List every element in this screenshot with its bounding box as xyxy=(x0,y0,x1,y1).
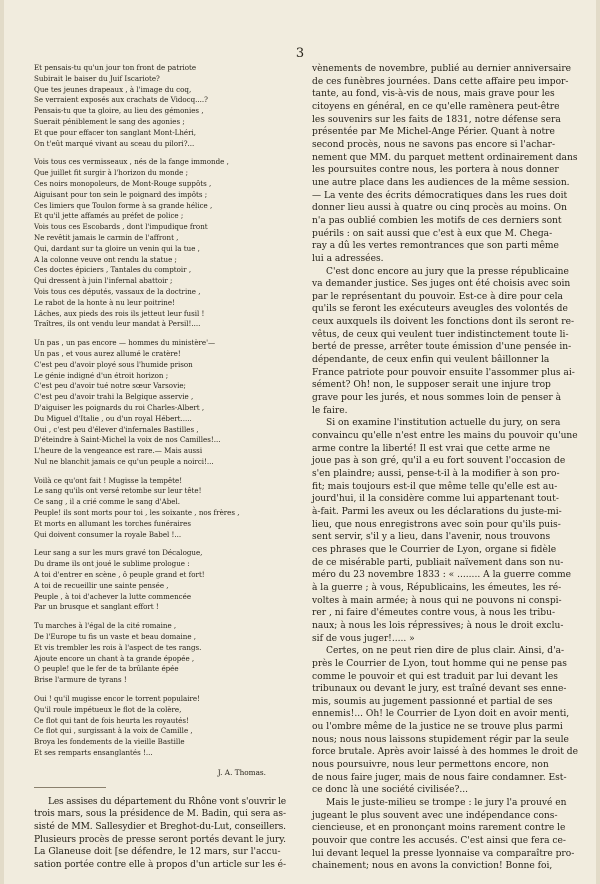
poem-stanza xyxy=(34,476,286,541)
prose-line: trois mars, sous la présidence de M. Badin, qui sera as- xyxy=(34,809,286,820)
poem-line: Voilà ce qu'ont fait ! Mugisse la tempête! xyxy=(34,475,183,485)
poem-line: Ne revêtit jamais le carmin de l'affront , xyxy=(34,232,179,242)
poem-line: Aiguisant pour ton sein le poignard des impôts ; xyxy=(34,189,208,199)
poem-line: Un pas , un pas encore — hommes du ministère'— xyxy=(34,338,216,348)
prose-line: s'en plaindre; aussi, pense-t-il à la modifier à son pro- xyxy=(312,469,560,479)
poem-line: Subirait le baiser du Juif Iscariote? xyxy=(34,73,160,83)
poem-line: Ces limiers que Toulon forme à sa grande hélice , xyxy=(34,200,213,210)
poem-line: Et pensais-tu qu'un jour ton front de patriote xyxy=(34,63,197,72)
prose-line: une autre place dans les audiences de la même session. xyxy=(312,177,570,188)
prose-line: Plusieurs procès de presse seront portés devant le jury. xyxy=(34,834,286,845)
prose-line: fit; mais toujours est-il que même telle qu'elle est au- xyxy=(312,481,558,492)
prose-line: par le représentant du pouvoir. Est-ce à dire pour cela xyxy=(312,291,563,302)
poem-line: A toi d'entrer en scène , ô peuple grand et fort! xyxy=(34,570,205,580)
poem-line: A la colonne veuve ont rendu la statue ; xyxy=(34,254,177,264)
prose-line: sisté de MM. Sallesydier et Breghot-du-Lut, conseillers. xyxy=(34,822,286,833)
poem-line: Ces doctes épiciers , Tantales du comptoir , xyxy=(34,265,192,275)
prose-line: joue pas à son gré, qu'il a eu fort souvent l'occasion de xyxy=(312,456,566,467)
poem-line: C'est peu d'avoir ployé sous l'humide prison xyxy=(34,359,193,369)
prose-line: de ces funèbres journées. Dans cette affaire peu impor- xyxy=(312,76,569,87)
poem-stanza xyxy=(34,157,286,330)
prose-line: Certes, on ne peut rien dire de plus clair. Ainsi, d'a- xyxy=(326,646,565,657)
poem-line: Vois tous ces Escobards , dont l'impudique front xyxy=(34,222,208,232)
prose-line: ceux auxquels ils doivent les fonctions dont ils seront re- xyxy=(312,317,575,328)
poem-line: D'éteindre à Saint-Michel la voix de nos Camilles!... xyxy=(34,435,221,445)
prose-line: rer , ni faire d'émeutes contre vous, à nous les tribu- xyxy=(312,608,556,619)
poem-stanza xyxy=(34,694,286,759)
poem-line: Oui ! qu'il mugisse encor le torrent populaire! xyxy=(34,694,200,704)
prose-line: va demander justice. Ses juges ont été choisis avec soin xyxy=(312,279,571,290)
poem-line: Brise l'armure de tyrans ! xyxy=(34,675,127,685)
prose-line: chainement; nous en avons la conviction! Bonne foi, xyxy=(312,861,553,872)
prose-line: présentée par Me Michel-Ange Périer. Quant à notre xyxy=(312,127,555,138)
poem-line: Qui doivent consumer la royale Babel !... xyxy=(34,529,182,539)
prose-line: berté de presse, arrêter toute émission d'une pensée in- xyxy=(312,342,572,353)
poem-line: Et morts en allumant les torches funéraires xyxy=(34,518,191,528)
prose-line: ou l'ombre même de la justice ne se trouve plus parmi xyxy=(312,722,563,733)
poem-line: Que tes jeunes drapeaux , à l'image du coq, xyxy=(34,84,192,94)
poem-line: Peuple , à toi d'achever la lutte commencée xyxy=(34,591,192,601)
prose-line: sément? Oh! non, le supposer serait une injure trop xyxy=(312,380,551,391)
prose-line: Si on examine l'institution actuelle du jury, on sera xyxy=(326,418,561,429)
page-edge-left xyxy=(0,0,4,884)
prose-line: ennemis!... Oh! le Courrier de Lyon doit en avoir menti, xyxy=(312,709,570,720)
poem-line: Du Miguel d'Italie , ou d'un royal Hébert..... xyxy=(34,413,192,423)
poem-line: D'aiguiser les poignards du roi Charles-Albert , xyxy=(34,402,205,412)
poem-line: Ces noirs monopoleurs, de Mont-Rouge suppôts , xyxy=(34,178,212,188)
prose-line: les poursuites contre nous, les portera à nous donner xyxy=(312,165,559,176)
prose-line: ray a dû les vertes remontrances que son parti même xyxy=(312,241,559,252)
prose-line: près le Courrier de Lyon, tout homme qui ne pense pas xyxy=(312,658,567,669)
prose-line: arme contre la liberté! Il est vrai que cette arme ne xyxy=(312,443,551,454)
poem-line: Par un brusque et sanglant effort ! xyxy=(34,602,159,612)
prose-line: nous; nous nous laissons stupidement régir par la seule xyxy=(312,734,569,745)
prose-line: le faire. xyxy=(312,405,348,416)
prose-line: comme le pouvoir et qui est traduit par lui devant les xyxy=(312,671,558,682)
prose-line: dépendante, de ceux enfin qui veulent bâillonner la xyxy=(312,355,550,366)
poem-line: Tu marches à l'égal de la cité romaine , xyxy=(34,621,177,631)
prose-line: ce donc là une société civilisée?... xyxy=(312,785,469,796)
poem-line: Et ses remparts ensanglantés !... xyxy=(34,748,153,758)
poem-stanza xyxy=(34,548,286,613)
prose-line: C'est donc encore au jury que la presse républicaine xyxy=(326,266,569,277)
poem-line: Se verraient exposés aux crachats de Vidocq....? xyxy=(34,95,208,105)
poem-line: Traîtres, ils ont vendu leur mandat à Persil!.... xyxy=(34,319,201,329)
prose-line: — La vente des écrits démocratiques dans les rues doit xyxy=(312,190,568,201)
poem-line: Un pas , et vous aurez allumé le cratère! xyxy=(34,348,181,358)
poem-line: Qui, dardant sur ta gloire un venin qui la tue , xyxy=(34,243,200,253)
prose-line: nement que MM. du parquet mettent ordinairement dans xyxy=(312,152,578,163)
poem-line: Et vis trembler les rois à l'aspect de tes rangs. xyxy=(34,642,202,652)
poem-line: Ce flot qui tant de fois heurta les royautés! xyxy=(34,715,189,725)
poem-line: Et qu'il jette affamés au préfet de police ; xyxy=(34,211,184,221)
poem-line: Qui dressent à juin l'infernal abattoir ; xyxy=(34,276,173,286)
left-column xyxy=(34,63,286,872)
prose-line: jugeant le plus souvent avec une indépendance cons- xyxy=(312,810,558,821)
poem-line: On t'eût marqué vivant au sceau du pilori?... xyxy=(34,138,195,148)
poem-stanza xyxy=(34,621,286,686)
poem-line: Le génie indigné d'un étroit horizon ; xyxy=(34,370,169,380)
prose-line: lui a adressées. xyxy=(312,253,384,264)
prose-line: vènements de novembre, publié au dernier anniversaire xyxy=(312,64,572,74)
poem-line: Qu'il roule impétueux le flot de la colère, xyxy=(34,704,182,714)
prose-line: ciencieuse, et en prononçant moins rarement contre le xyxy=(312,823,566,834)
prose-line: n'a pas oublié combien les motifs de ces derniers sont xyxy=(312,215,562,226)
prose-line: force brutale. Après avoir laissé à des hommes le droit de xyxy=(312,747,578,758)
prose-line: sif de vous juger!..... » xyxy=(312,633,415,644)
section-divider xyxy=(34,787,106,788)
poem-line: O peuple! que le fer de ta brûlante épée xyxy=(34,664,179,674)
poem-stanza xyxy=(34,63,286,149)
prose-line: jourd'hui, il la considère comme lui appartenant tout- xyxy=(312,494,559,505)
prose-line: à la guerre ; à vous, Républicains, les émeutes, les ré- xyxy=(312,582,562,593)
prose-line: pouvoir que contre les accusés. C'est ainsi que fera ce- xyxy=(312,836,566,847)
poem-line: Et que pour effacer ton sanglant Mont-Lhéri, xyxy=(34,127,196,137)
poem-line: Du drame ils ont joué le sublime prologue : xyxy=(34,559,190,569)
prose-line: Les assises du département du Rhône vont s'ouvrir le xyxy=(48,796,287,807)
prose-line: lieu, que nous enregistrons avec soin pour qu'ils puis- xyxy=(312,519,561,530)
prose-line: les souvenirs sur les faits de 1831, notre défense sera xyxy=(312,114,561,125)
prose-line: lui devant lequel la presse lyonnaise va comparaître pro- xyxy=(312,848,575,859)
poem-stanza xyxy=(34,338,286,468)
poem-line: Vois tous ces députés, vassaux de la doctrine , xyxy=(34,286,201,296)
prose-line: à-fait. Parmi les aveux ou les déclarations du juste-mi- xyxy=(312,506,562,517)
prose-line: naux; à nous les lois répressives; à nous le droit exclu- xyxy=(312,620,564,631)
prose-line: La Glaneuse doit [se défendre, le 12 mars, sur l'accu- xyxy=(34,847,281,858)
page-number: 3 xyxy=(295,46,305,61)
poem-line: L'heure de la vengeance est rare.— Mais aussi xyxy=(34,446,203,456)
prose-line: qu'ils se feront les exécuteurs aveugles des volontés de xyxy=(312,304,568,315)
prose-line: convaincu qu'elle n'est entre les mains du pouvoir qu'une xyxy=(312,431,578,442)
poem-line: Que juillet fit surgir à l'horizon du monde ; xyxy=(34,168,188,178)
poem-line: Ce flot qui , surgissant à la voix de Camille , xyxy=(34,726,193,736)
poem-line: Nul ne blanchit jamais ce qu'un peuple a noirci!... xyxy=(34,456,214,466)
prose-line: méro du 23 novembre 1833 : « ........ A la guerre comme xyxy=(312,570,572,581)
poem-line: Peuple! ils sont morts pour toi , les soixante , nos frères , xyxy=(34,508,240,518)
right-prose xyxy=(312,63,578,873)
prose-line: France patriote pour pouvoir ensuite l'assommer plus ai- xyxy=(312,367,575,378)
poem-line: C'est peu d'avoir trahi la Belgique asservie , xyxy=(34,392,194,402)
poem-line: Le sang qu'ils ont versé retombe sur leur tête! xyxy=(34,486,202,496)
prose-line: vêtus, de ceux qui veulent tuer indistinctement toute li- xyxy=(312,329,569,340)
left-prose xyxy=(34,796,286,872)
prose-line: de ce misérable parti, publiait naïvement dans son nu- xyxy=(312,557,564,568)
poem-line: C'est peu d'avoir tué notre sœur Varsovie; xyxy=(34,381,186,391)
prose-line: nous poursuivre, nous leur permettons encore, non xyxy=(312,760,549,771)
prose-line: sent servir, s'il y a lieu, dans l'avenir, nous trouvons xyxy=(312,532,551,543)
prose-line: Mais le juste-milieu se trompe : le jury l'a prouvé en xyxy=(326,798,567,809)
right-column xyxy=(312,63,578,873)
poem-line: Ajoute encore un chant à ta grande épopée , xyxy=(34,653,195,663)
poem-line: A toi de recueillir une sainte pensée , xyxy=(34,580,169,590)
poem xyxy=(34,63,286,759)
prose-line: puérils : on sait aussi que c'est à eux que M. Chega- xyxy=(312,228,553,239)
prose-line: voltes à main armée; à nous qui ne pouvons ni conspi- xyxy=(312,595,562,606)
prose-line: donner lieu aussi à quatre ou cinq procès au moins. On xyxy=(312,203,567,214)
poem-line: Vois tous ces vermisseaux , nés de la fange immonde , xyxy=(34,157,229,167)
poem-line: Suerait péniblement le sang des agonies ; xyxy=(34,116,185,126)
prose-line: tribunaux ou devant le jury, est traîné devant ses enne- xyxy=(312,684,567,695)
prose-line: citoyens en général, en ce qu'elle ramènera peut-être xyxy=(312,101,560,112)
prose-line: second procès, nous ne savons pas encore si l'achar- xyxy=(312,139,556,150)
poem-signature: J. A. Thomas. xyxy=(217,767,266,777)
poem-line: Leur sang a sur les murs gravé ton Décalogue, xyxy=(34,548,203,558)
prose-line: mis, soumis au jugement passionné et partial de ses xyxy=(312,696,553,707)
page-edge-right xyxy=(596,0,600,884)
prose-line: tante, au fond, vis-à-vis de nous, mais grave pour les xyxy=(312,89,555,100)
poem-line: Lâches, aux pieds des rois ils jetteut leur fusil ! xyxy=(34,308,205,318)
prose-line: de nous faire juger, mais de nous faire condamner. Est- xyxy=(312,772,567,783)
poem-line: Ce sang , il a crié comme le sang d'Abel. xyxy=(34,497,180,507)
prose-line: ces phrases que le Courrier de Lyon, organe si fidèle xyxy=(312,544,557,555)
poem-line: Le rabot de la honte à nu leur poitrine! xyxy=(34,297,175,307)
prose-line: grave pour les jurés, et nous sommes loin de penser à xyxy=(312,393,561,404)
poem-line: Pensais-tu que ta gloire, au lieu des gémonies , xyxy=(34,106,204,116)
prose-line: sation portée contre elle à propos d'un article sur les é- xyxy=(34,860,286,871)
poem-line: Broya les fondements de la vieille Bastille xyxy=(34,737,185,747)
poem-line: De l'Europe tu fis un vaste et beau domaine , xyxy=(34,632,197,642)
poem-line: Oui , c'est peu d'élever d'infernales Bastilles , xyxy=(34,424,199,434)
